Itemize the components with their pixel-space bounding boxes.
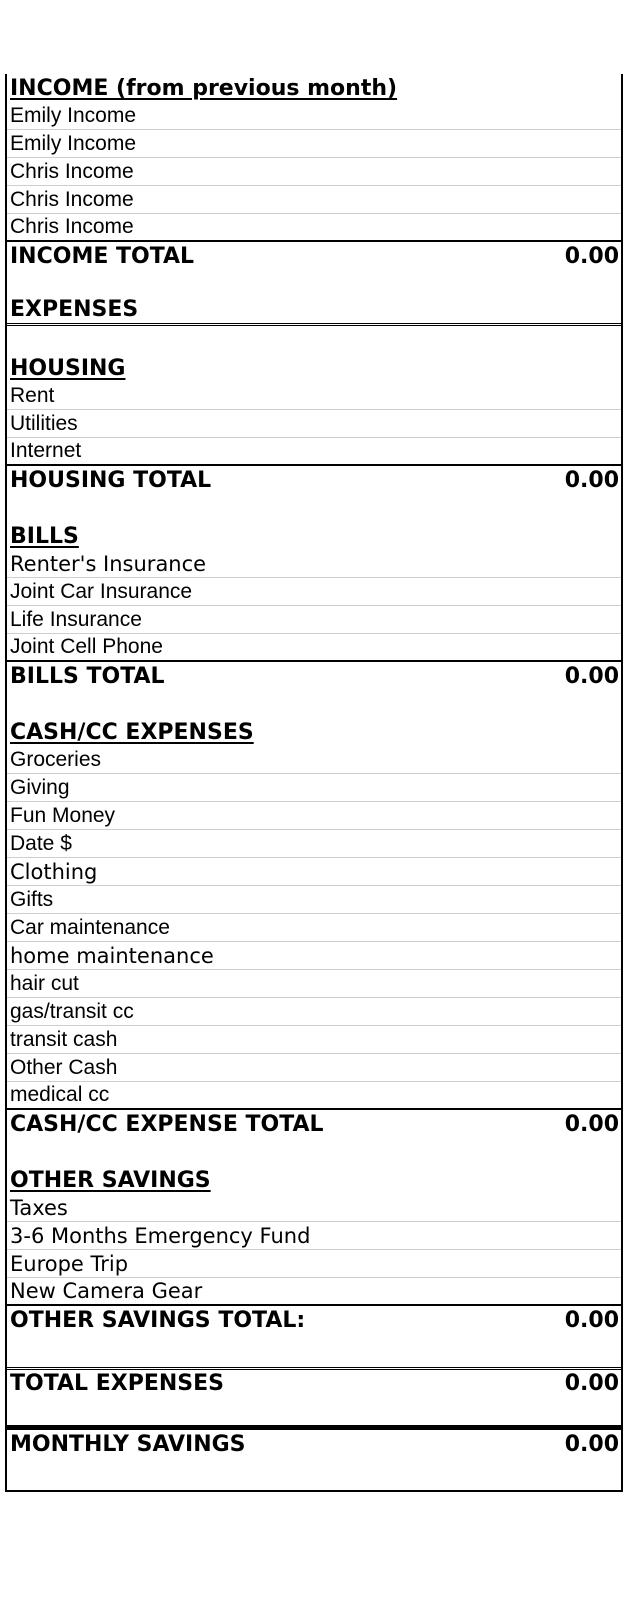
income-total-label: INCOME TOTAL — [10, 244, 195, 269]
table-row[interactable] — [7, 774, 621, 802]
cash-item-label: gas/transit cc — [10, 1000, 134, 1023]
bills-item-label: Life Insurance — [10, 608, 142, 631]
table-row[interactable] — [7, 158, 621, 186]
table-row[interactable] — [7, 1222, 621, 1250]
table-row[interactable] — [7, 1082, 621, 1110]
table-row[interactable] — [7, 1278, 621, 1306]
cash-item-label: medical cc — [10, 1083, 110, 1106]
table-row[interactable] — [7, 746, 621, 774]
housing-item-label: Internet — [10, 439, 82, 462]
bills-item-label: Joint Cell Phone — [10, 635, 163, 658]
housing-item-label: Rent — [10, 384, 55, 407]
table-row[interactable] — [7, 830, 621, 858]
savings-header-row — [7, 1166, 621, 1194]
housing-header-row — [7, 354, 621, 382]
income-item-label: Chris Income — [10, 188, 134, 211]
income-item-label: Emily Income — [10, 104, 137, 127]
bills-item-label: Renter's Insurance — [10, 552, 207, 576]
income-total-row — [7, 242, 621, 270]
income-item-label: Emily Income — [10, 132, 137, 155]
cash-total-value: 0.00 — [564, 1112, 619, 1137]
budget-sheet — [5, 74, 623, 1492]
housing-item-label: Utilities — [10, 412, 78, 435]
cash-item-label: transit cash — [10, 1028, 118, 1051]
cash-item-label: Giving — [10, 776, 70, 799]
table-row[interactable] — [7, 634, 621, 662]
cash-total-row — [7, 1110, 621, 1138]
table-row[interactable] — [7, 858, 621, 886]
housing-total-row — [7, 466, 621, 494]
savings-item-label: Europe Trip — [10, 1252, 129, 1276]
total-expenses-label: TOTAL EXPENSES — [10, 1371, 224, 1396]
housing-total-label: HOUSING TOTAL — [10, 468, 212, 493]
table-row[interactable] — [7, 438, 621, 466]
cash-header-row — [7, 718, 621, 746]
table-row[interactable] — [7, 1194, 621, 1222]
total-expenses-row — [7, 1370, 621, 1402]
housing-total-value: 0.00 — [564, 468, 619, 493]
table-row[interactable] — [7, 550, 621, 578]
savings-item-label: New Camera Gear — [10, 1279, 203, 1303]
total-expenses-value: 0.00 — [564, 1371, 619, 1396]
bills-header: BILLS — [10, 524, 79, 549]
bills-item-label: Joint Car Insurance — [10, 580, 193, 603]
cash-item-label: hair cut — [10, 972, 79, 995]
savings-total-value: 0.00 — [564, 1308, 619, 1333]
cash-item-label: Other Cash — [10, 1056, 118, 1079]
income-item-label: Chris Income — [10, 215, 134, 238]
bills-total-row — [7, 662, 621, 690]
income-total-value: 0.00 — [564, 244, 619, 269]
table-row[interactable] — [7, 214, 621, 242]
cash-item-label: Gifts — [10, 888, 54, 911]
cash-item-label: Date $ — [10, 832, 72, 855]
table-row[interactable] — [7, 942, 621, 970]
cash-item-label: Car maintenance — [10, 916, 170, 939]
spacer-row-2 — [7, 1402, 621, 1430]
cash-item-label: Clothing — [10, 860, 98, 884]
table-row[interactable] — [7, 578, 621, 606]
table-row[interactable] — [7, 1054, 621, 1082]
savings-item-label: 3-6 Months Emergency Fund — [10, 1224, 311, 1248]
savings-total-row — [7, 1306, 621, 1334]
table-row[interactable] — [7, 1026, 621, 1054]
income-header: INCOME (from previous month) — [10, 76, 398, 101]
income-item-label: Chris Income — [10, 160, 134, 183]
income-header-row — [7, 74, 621, 102]
bills-total-label: BILLS TOTAL — [10, 664, 165, 689]
cash-total-label: CASH/CC EXPENSE TOTAL — [10, 1112, 324, 1137]
savings-total-label: OTHER SAVINGS TOTAL: — [10, 1308, 306, 1333]
table-row[interactable] — [7, 970, 621, 998]
table-row[interactable] — [7, 382, 621, 410]
table-row[interactable] — [7, 914, 621, 942]
housing-header: HOUSING — [10, 356, 126, 381]
table-row[interactable] — [7, 102, 621, 130]
savings-item-label: Taxes — [10, 1196, 68, 1220]
expenses-header: EXPENSES — [10, 297, 139, 322]
monthly-savings-value: 0.00 — [564, 1432, 619, 1457]
expenses-header-row — [7, 298, 621, 326]
table-row[interactable] — [7, 1250, 621, 1278]
cash-item-label: Groceries — [10, 748, 102, 771]
table-row[interactable] — [7, 998, 621, 1026]
table-row[interactable] — [7, 886, 621, 914]
table-row[interactable] — [7, 130, 621, 158]
savings-header: OTHER SAVINGS — [10, 1168, 211, 1193]
table-row[interactable] — [7, 606, 621, 634]
monthly-savings-row — [7, 1430, 621, 1458]
table-row[interactable] — [7, 186, 621, 214]
cash-item-label: Fun Money — [10, 804, 116, 827]
cash-header: CASH/CC EXPENSES — [10, 720, 254, 745]
table-row[interactable] — [7, 410, 621, 438]
table-row[interactable] — [7, 802, 621, 830]
spacer-row — [7, 1338, 621, 1370]
cash-item-label: home maintenance — [10, 944, 214, 968]
monthly-savings-label: MONTHLY SAVINGS — [10, 1432, 246, 1457]
bills-header-row — [7, 522, 621, 550]
bills-total-value: 0.00 — [564, 664, 619, 689]
